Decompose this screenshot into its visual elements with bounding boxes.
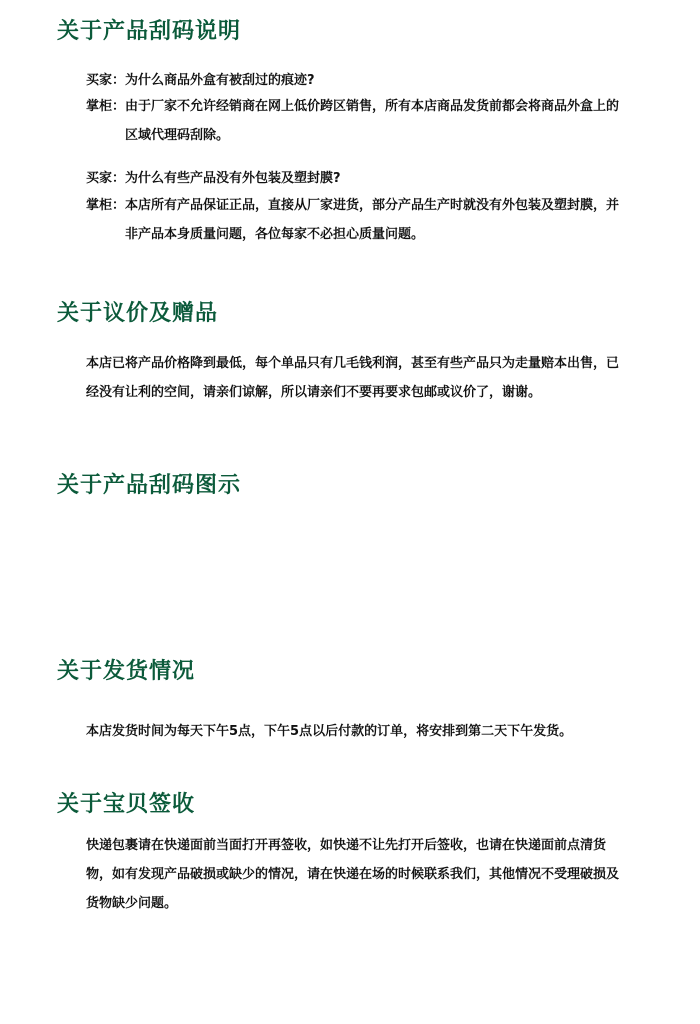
receipt-paragraph: 快递包裹请在快递面前当面打开再签收，如快递不让先打开后签收，也请在快递面前点清货物，如有发现产品破损或缺少的情况，请在快递在场的时候联系我们，其他情况不受理破损及货物缺少问题。 bbox=[86, 838, 620, 911]
heading-shipping: 关于发货情况 bbox=[57, 659, 196, 684]
heading-receipt: 关于宝贝签收 bbox=[57, 792, 196, 817]
qa-seller-answer-2 bbox=[86, 191, 626, 249]
buyer-label: 买家： bbox=[86, 171, 126, 186]
seller-answer-text: 本店所有产品保证正品，直接从厂家进货，部分产品生产时就没有外包装及塑封膜，并非产品本身质量问题，各位每家不必担心质量问题。 bbox=[125, 198, 620, 242]
seller-answer-text: 由于厂家不允许经销商在网上低价跨区销售，所有本店商品发货前都会将商品外盒上的区域代理码刮除。 bbox=[125, 99, 620, 143]
heading-scratch-image: 关于产品刮码图示 bbox=[57, 473, 242, 498]
buyer-label: 买家： bbox=[86, 73, 126, 88]
heading-scratch-code: 关于产品刮码说明 bbox=[57, 19, 242, 44]
scratch-code-image-area bbox=[57, 515, 643, 635]
price-paragraph: 本店已将产品价格降到最低，每个单品只有几毛钱利润，甚至有些产品只为走量赔本出售，已经没有让利的空间，请亲们谅解，所以请亲们不要再要求包邮或议价了，谢谢。 bbox=[86, 356, 620, 400]
buyer-question-text: 为什么商品外盒有被刮过的痕迹? bbox=[125, 73, 315, 88]
qa-buyer-question-2 bbox=[86, 164, 626, 193]
shipping-paragraph: 本店发货时间为每天下午5点，下午5点以后付款的订单，将安排到第二天下午发货。 bbox=[86, 724, 573, 739]
seller-label: 掌柜： bbox=[86, 198, 126, 213]
heading-price: 关于议价及赠品 bbox=[57, 301, 219, 326]
buyer-question-text: 为什么有些产品没有外包装及塑封膜? bbox=[125, 171, 341, 186]
qa-buyer-question-1 bbox=[86, 66, 626, 95]
seller-label: 掌柜： bbox=[86, 99, 126, 114]
qa-seller-answer-1 bbox=[86, 92, 626, 150]
